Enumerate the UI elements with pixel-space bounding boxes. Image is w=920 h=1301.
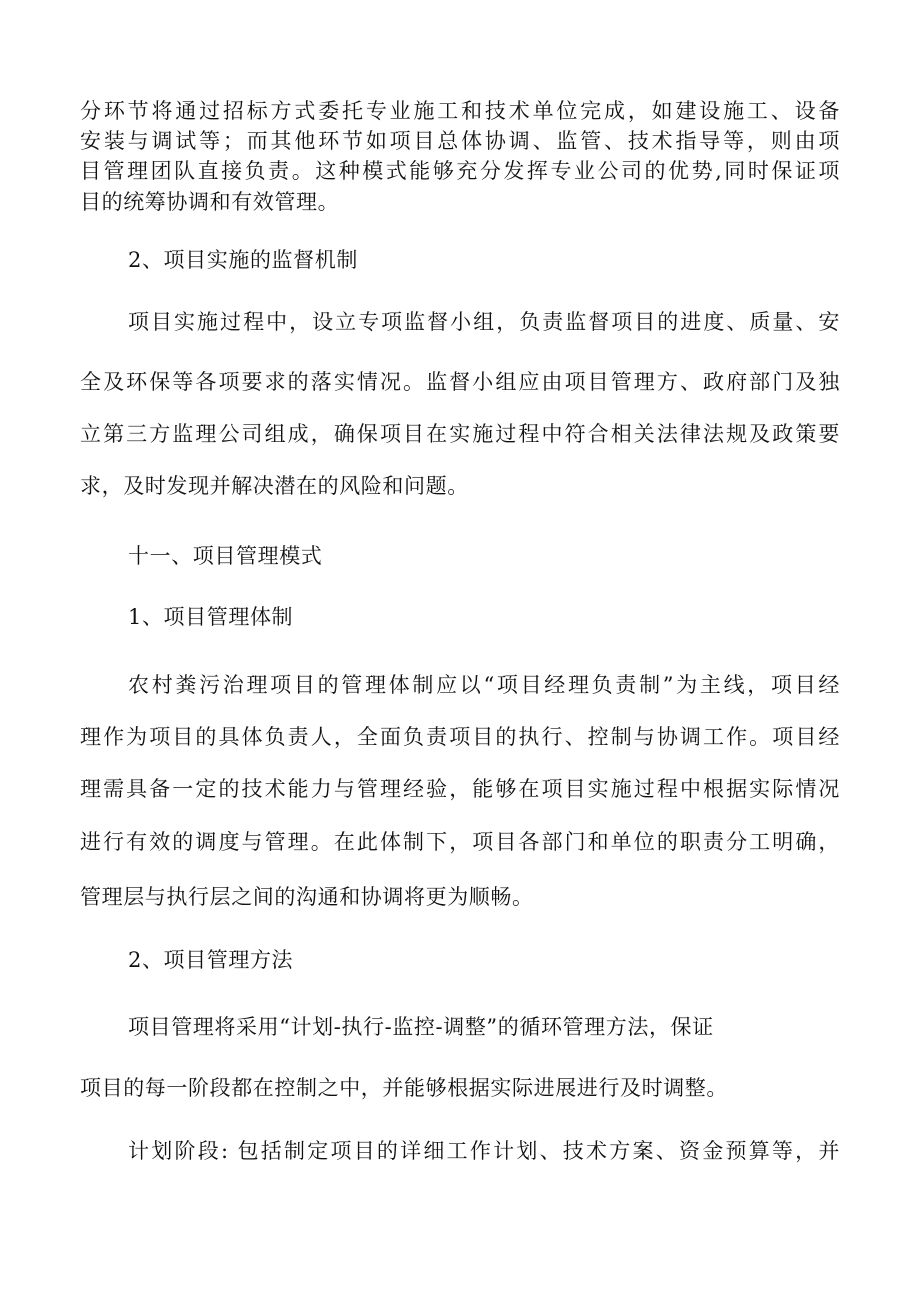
paragraph-line: 分环节将通过招标方式委托专业施工和技术单位完成，如建设施工、设备 <box>80 99 840 123</box>
section-heading: 2、项目管理方法 <box>128 948 294 972</box>
chapter-heading: 十一、项目管理模式 <box>128 544 323 568</box>
paragraph-line: 农村粪污治理项目的管理体制应以“项目经理负责制”为主线，项目经 <box>128 673 840 697</box>
paragraph-line: 项目实施过程中，设立专项监督小组，负责监督项目的进度、质量、安 <box>128 310 840 334</box>
paragraph-line: 目的统筹协调和有效管理。 <box>80 190 340 214</box>
paragraph-line: 管理层与执行层之间的沟通和协调将更为顺畅。 <box>80 885 534 909</box>
paragraph-line: 项目管理将采用“计划-执行-监控-调整”的循环管理方法，保证 <box>128 1015 714 1039</box>
section-heading: 2、项目实施的监督机制 <box>128 248 358 272</box>
section-heading: 1、项目管理体制 <box>128 605 294 629</box>
paragraph-line: 进行有效的调度与管理。在此体制下，项目各部门和单位的职责分工明确， <box>80 830 840 854</box>
paragraph-line: 目管理团队直接负责。这种模式能够充分发挥专业公司的优势,同时保证项 <box>80 159 840 183</box>
paragraph-line: 理需具备一定的技术能力与管理经验，能够在项目实施过程中根据实际情况 <box>80 777 840 801</box>
paragraph-line: 项目的每一阶段都在控制之中，并能够根据实际进展进行及时调整。 <box>80 1076 728 1100</box>
paragraph-line: 计划阶段: 包括制定项目的详细工作计划、技术方案、资金预算等，并 <box>128 1139 840 1163</box>
paragraph-line: 全及环保等各项要求的落实情况。监督小组应由项目管理方、政府部门及独 <box>80 370 840 394</box>
paragraph-line: 理作为项目的具体负责人，全面负责项目的执行、控制与协调工作。项目经 <box>80 725 840 749</box>
paragraph-line: 求，及时发现并解决潜在的风险和问题。 <box>80 474 469 498</box>
paragraph-line: 安装与调试等；而其他环节如项目总体协调、监管、技术指导等，则由项 <box>80 129 840 153</box>
paragraph-line: 立第三方监理公司组成，确保项目在实施过程中符合相关法律法规及政策要 <box>80 422 840 446</box>
